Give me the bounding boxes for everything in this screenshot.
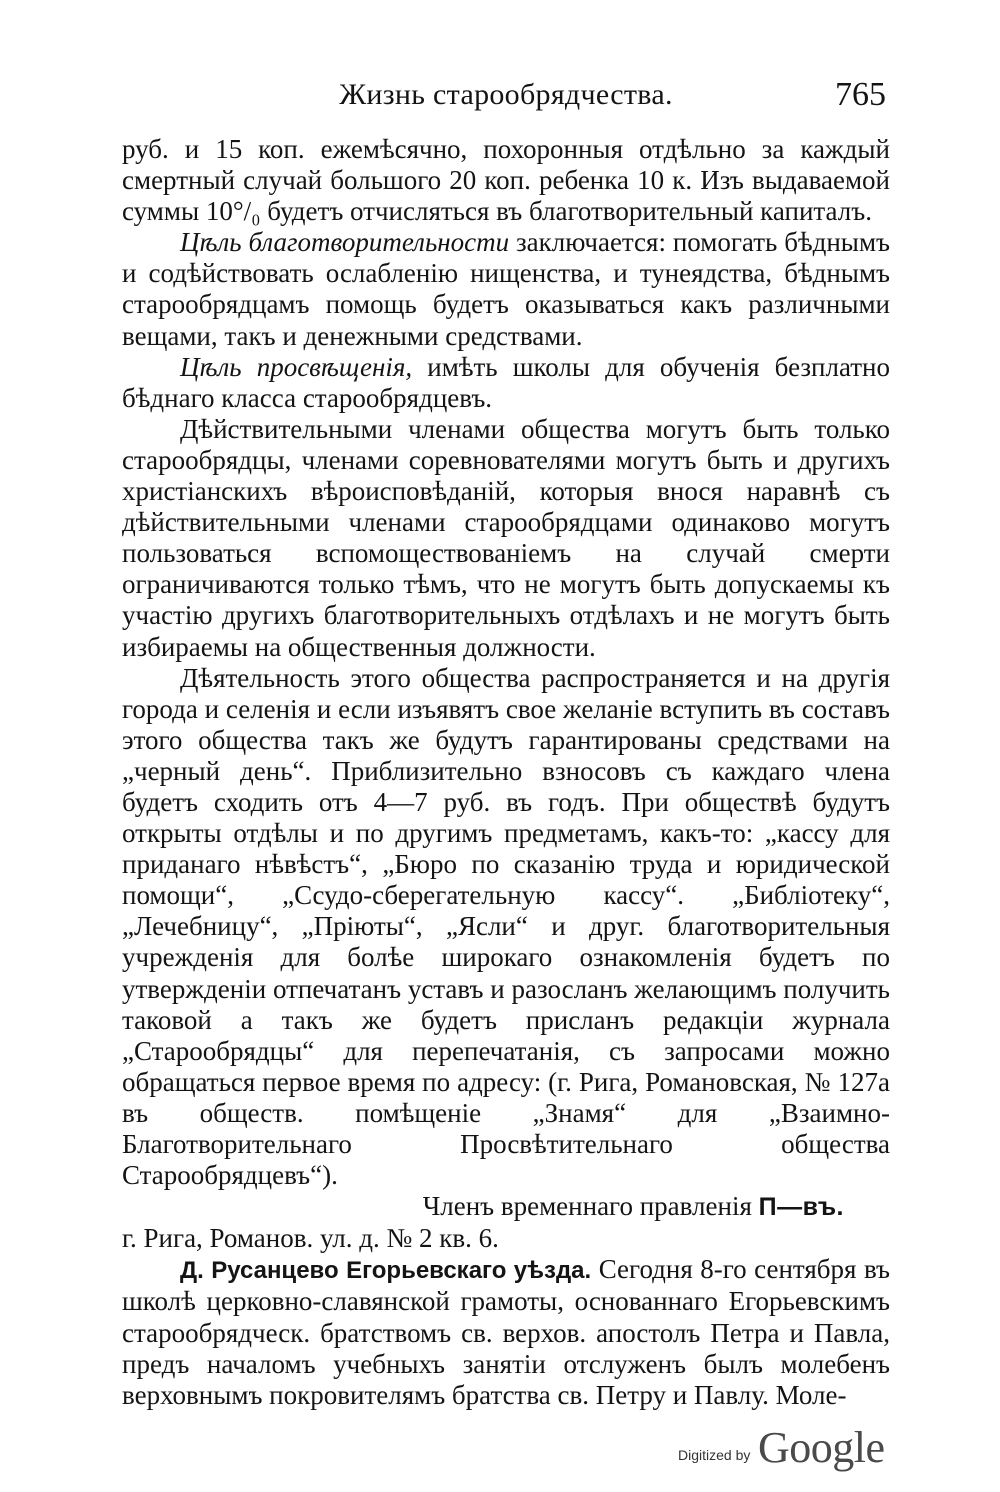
running-head [122,72,890,122]
signature-line [122,1191,890,1223]
page-number: 765 [835,76,886,113]
paragraph-activity: Дѣятельность этого общества распространяется и на другія города и селенія и если изъявятъ свое желаніе вступить въ составъ этого общества такъ же будутъ гарантированы средствами на „черный день“. Приблизительно взносовъ съ каждаго члена будетъ сходить отъ 4—7 руб. въ годъ. При обществѣ будутъ открыты отдѣлы и по другимъ предметамъ, какъ-то: „кассу для приданаго нѣвѣстъ“, „Бюро по сказанію труда и юридической помощи“, „Ссудо-сберегательную кассу“. „Библіотеку“, „Лечебницу“, „Пріюты“, „Ясли“ и друг. благотворительныя учрежденія для болѣе широкаго ознакомленія будетъ по утвержденіи отпечатанъ уставъ и разосланъ желающимъ получить таковой а такъ же будетъ присланъ редакціи журнала „Старообрядцы“ для перепечатанія, съ запросами можно обращаться первое время по адресу: (г. Рига, Романовская, № 127а въ обществ. помѣщеніе „Знамя“ для „Взаимно-Благотворительнаго Просвѣтительнаго общества Старообрядцевъ“). [122,662,890,1191]
running-title: Жизнь старообрядчества. [339,78,673,111]
paragraph-text: заключается: помогать бѣднымъ и содѣйствовать ослабленію нищенства, и тунеядства, бѣднымъ старообрядцамъ помощь будетъ оказываться какъ различными вещами, такъ и денежными средствами. [122,227,890,351]
paragraph-charity-goal [122,227,890,351]
paragraph-report [122,1254,890,1410]
signature-address: г. Рига, Романов. ул. д. № 2 кв. 6. [122,1223,499,1254]
report-heading: Д. Русанцево Егорьевскаго уѣзда. [180,1257,592,1285]
paragraph-lead-italic: Цѣль благотворительности [180,227,510,258]
paragraph-members: Дѣйствительными членами общества могутъ быть только старообрядцы, членами соревнователями могутъ быть и другихъ христіанскихъ вѣроисповѣданій, которыя внося наравнѣ съ дѣйствительными членами старообрядцами одинаково могутъ пользоваться вспомоществованіемъ на случай смерти ограничиваются только тѣмъ, что не могутъ быть допускаемы къ участію другихъ благотворительныхъ отдѣлахъ и не могутъ быть избираемы на общественныя должности. [122,413,890,662]
paragraph-lead-italic: Цѣль просвѣщенія, [180,351,413,382]
watermark-prefix: Digitized by [678,1447,751,1463]
google-watermark [678,1423,885,1474]
signature-name: П—въ. [758,1193,844,1222]
body-text [122,134,890,1411]
paragraph-education-goal [122,352,890,414]
paragraph-text: имѣть школы для обученія безплатно бѣднаго класса старообрядцевъ. [122,351,890,413]
paragraph-continuation: руб. и 15 коп. ежемѣсячно, похоронныя отдѣльно за каждый смертный случай большого 20 коп. ребенка 10 к. Изъ выдаваемой суммы 10°/₀ будетъ отчисляться въ благотворительный капиталъ. [122,134,890,227]
report-text: Сегодня 8-го сентября въ школѣ церковно-славянской грамоты, основаннаго Егорьевскимъ старообрядческ. братствомъ св. верхов. апостолъ Петра и Павла, предъ началомъ учебныхъ занятіи отслуженъ былъ молебенъ верховнымъ покровителямъ братства св. Петру и Павлу. Моле- [122,1254,890,1410]
google-logo: Google [758,1423,885,1472]
signature-prefix: Членъ временнаго правленія [422,1191,759,1222]
